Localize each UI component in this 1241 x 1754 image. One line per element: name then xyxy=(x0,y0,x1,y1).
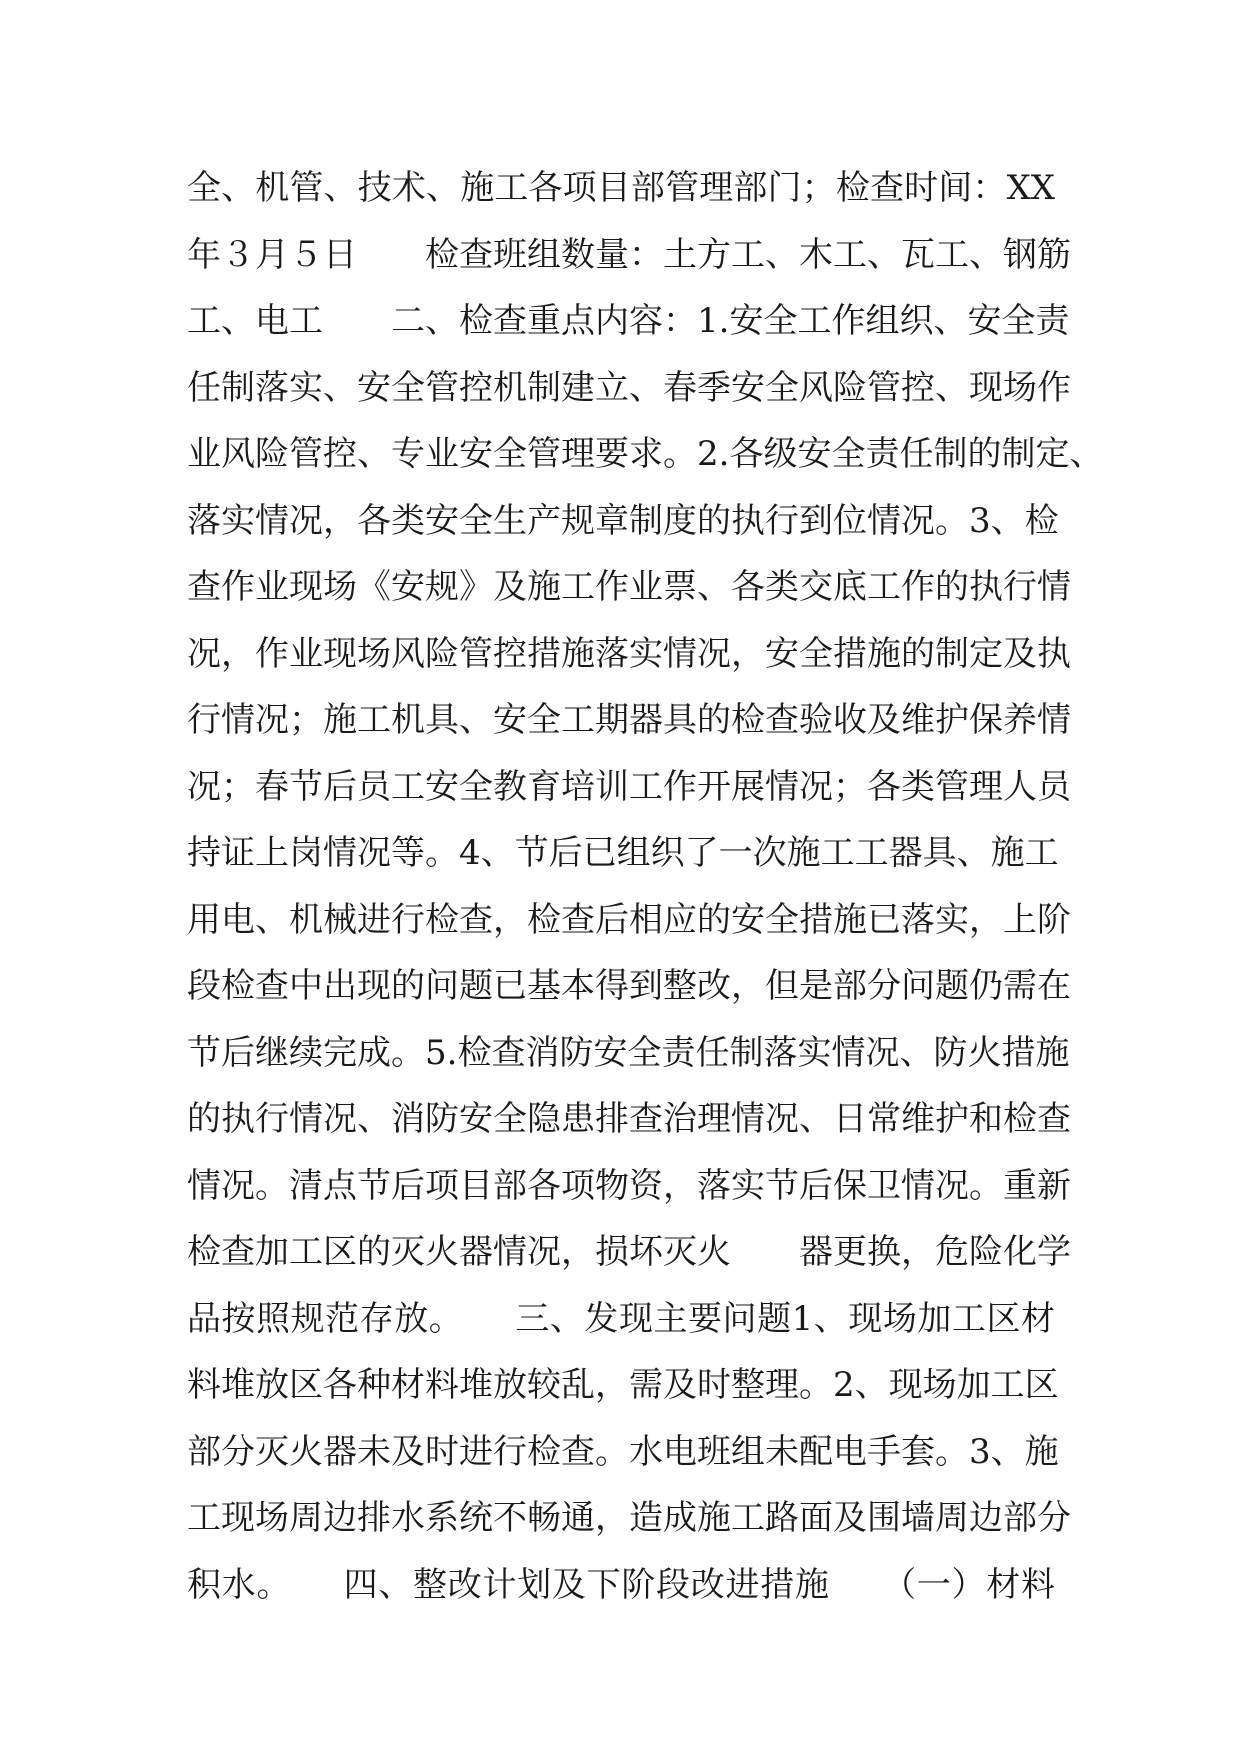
text-line: 况；春节后员工安全教育培训工作开展情况；各类管理人员 xyxy=(187,766,1071,807)
text-line: 况，作业现场风险管控措施落实情况，安全措施的制定及执 xyxy=(187,633,1071,674)
text-line: 段检查中出现的问题已基本得到整改，但是部分问题仍需在 xyxy=(187,966,1071,1006)
text-line: 行情况；施工机具、安全工期器具的检查验收及维护保养情 xyxy=(187,700,1071,740)
text-line: 工、电工 二、检查重点内容：1.安全工作组织、安全责 xyxy=(187,301,1070,341)
text-line: 检查加工区的灭火器情况，损坏灭火 器更换，危险化学 xyxy=(187,1232,1071,1272)
text-line: 料堆放区各种材料堆放较乱，需及时整理。2、现场加工区 xyxy=(187,1365,1059,1405)
text-line: 节后继续完成。5.检查消防安全责任制落实情况、防火措施 xyxy=(187,1032,1070,1073)
text-line: 部分灭火器未及时进行检查。水电班组未配电手套。3、施 xyxy=(187,1431,1059,1472)
text-line: 积水。 四、整改计划及下阶段改进措施 （一）材料 xyxy=(187,1564,1055,1605)
text-line: 情况。清点节后项目部各项物资，落实节后保卫情况。重新 xyxy=(187,1165,1071,1206)
text-line: 年３月５日 检查班组数量：土方工、木工、瓦工、钢筋 xyxy=(187,234,1071,275)
text-line: 的执行情况、消防安全隐患排查治理情况、日常维护和检查 xyxy=(187,1099,1071,1139)
text-line: 任制落实、安全管控机制建立、春季安全风险管控、现场作 xyxy=(187,367,1071,408)
text-line: 用电、机械进行检查，检查后相应的安全措施已落实，上阶 xyxy=(187,899,1071,940)
text-line: 品按照规范存放。 三、发现主要问题1、现场加工区材 xyxy=(187,1298,1055,1339)
text-line: 业风险管控、专业安全管理要求。2.各级安全责任制的制定、 xyxy=(187,434,1104,474)
text-line: 工现场周边排水系统不畅通，造成施工路面及围墙周边部分 xyxy=(187,1498,1071,1538)
text-line: 持证上岗情况等。4、节后已组织了一次施工工器具、施工 xyxy=(187,833,1059,873)
text-line: 查作业现场《安规》及施工作业票、各类交底工作的执行情 xyxy=(187,567,1071,607)
text-line: 全、机管、技术、施工各项目部管理部门；检查时间：XX xyxy=(187,168,1055,208)
document-body xyxy=(187,155,1104,1618)
text-line: 落实情况，各类安全生产规章制度的执行到位情况。3、检 xyxy=(187,500,1059,541)
